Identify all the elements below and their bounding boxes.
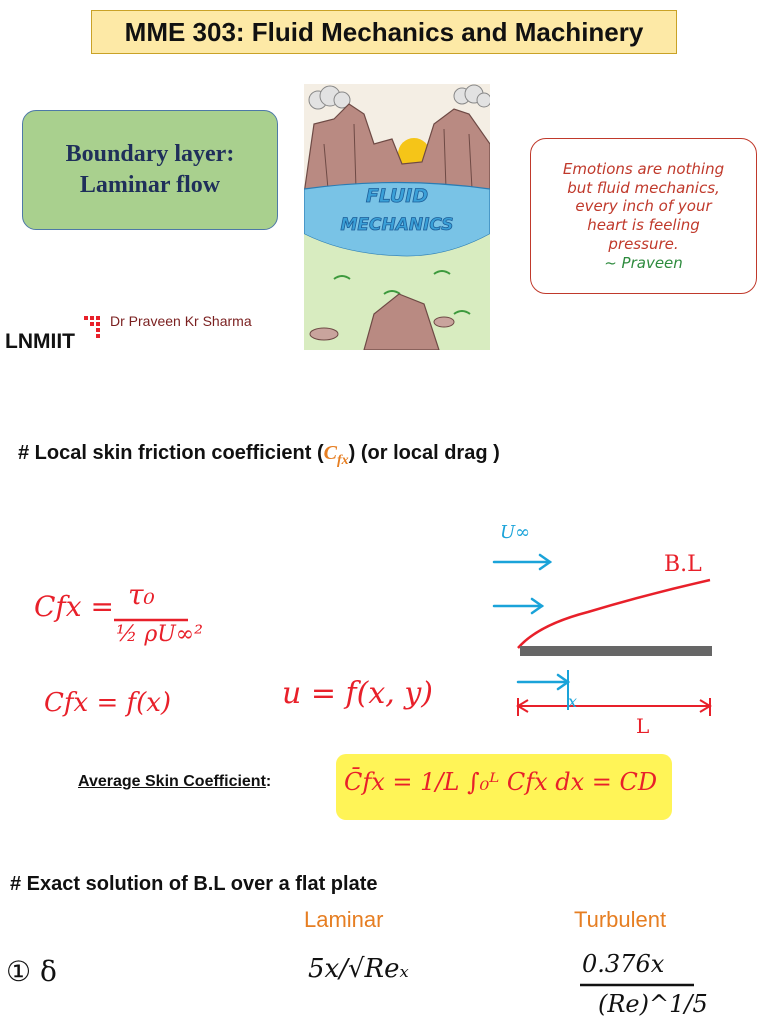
topic-line-1: Boundary layer: xyxy=(65,140,235,167)
avg-label-text: Average Skin Coefficient xyxy=(78,773,266,790)
cover-word-fluid: FLUID xyxy=(365,185,429,207)
turbulent-thickness-denominator: (Re)^1/5 xyxy=(598,990,708,1018)
quote-line-1: Emotions are nothing xyxy=(562,159,725,178)
avg-label-colon: : xyxy=(265,773,272,790)
heading-suffix: ) (or local drag ) xyxy=(348,442,500,464)
quote-box xyxy=(530,138,757,294)
label-boundary-layer: B.L xyxy=(664,552,702,577)
average-skin-coefficient-label xyxy=(78,773,271,791)
section-heading-local-skin-friction xyxy=(18,442,500,469)
quote-author: ~ Praveen xyxy=(604,253,683,272)
note-u-function: u = f(x, y) xyxy=(282,676,433,711)
label-u-infinity: U∞ xyxy=(500,522,531,543)
quote-line-3: every inch of your xyxy=(575,197,712,216)
note-cfx-lhs: Cfx = xyxy=(34,590,114,623)
note-cfx-function: Cfx = f(x) xyxy=(44,688,172,718)
column-header-turbulent: Turbulent xyxy=(574,907,667,932)
quote-line-2: but fluid mechanics, xyxy=(567,178,720,197)
page-title: MME 303: Fluid Mechanics and Machinery xyxy=(91,10,677,54)
cover-word-mechanics: MECHANICS xyxy=(340,215,454,235)
laminar-thickness-value: 5x/√Reₓ xyxy=(308,954,409,984)
heading-prefix: # Local skin friction coefficient ( xyxy=(18,442,324,464)
label-length: L xyxy=(636,714,650,738)
note-average-equation: C̄fx = 1/L ∫₀ᴸ Cfx dx = CD xyxy=(344,768,658,796)
lnmiit-logo-icon xyxy=(84,316,104,344)
turbulent-thickness-numerator: 0.376x xyxy=(582,950,665,978)
section-heading-exact-solution: # Exact solution of B.L over a flat plate xyxy=(10,873,378,895)
quote-line-5: pressure. xyxy=(608,234,679,253)
column-header-laminar: Laminar xyxy=(304,907,384,932)
topic-box xyxy=(22,110,278,230)
lnmiit-logo-text: LNMIIT xyxy=(5,330,75,353)
note-cfx-numerator: τ₀ xyxy=(128,578,155,611)
label-x: x xyxy=(568,692,578,711)
topic-line-2: Laminar flow xyxy=(79,172,221,198)
quote-line-4: heart is feeling xyxy=(587,216,700,234)
note-cfx-denominator: ½ ρU∞² xyxy=(116,622,203,647)
heading-subscript: fx xyxy=(336,453,349,468)
author-name: Dr Praveen Kr Sharma xyxy=(110,313,252,329)
turbulent-fraction-bar xyxy=(578,982,698,988)
heading-symbol: C xyxy=(323,442,337,464)
row-label-delta: ① δ xyxy=(6,955,57,988)
fluid-mechanics-cover-image xyxy=(304,84,490,350)
